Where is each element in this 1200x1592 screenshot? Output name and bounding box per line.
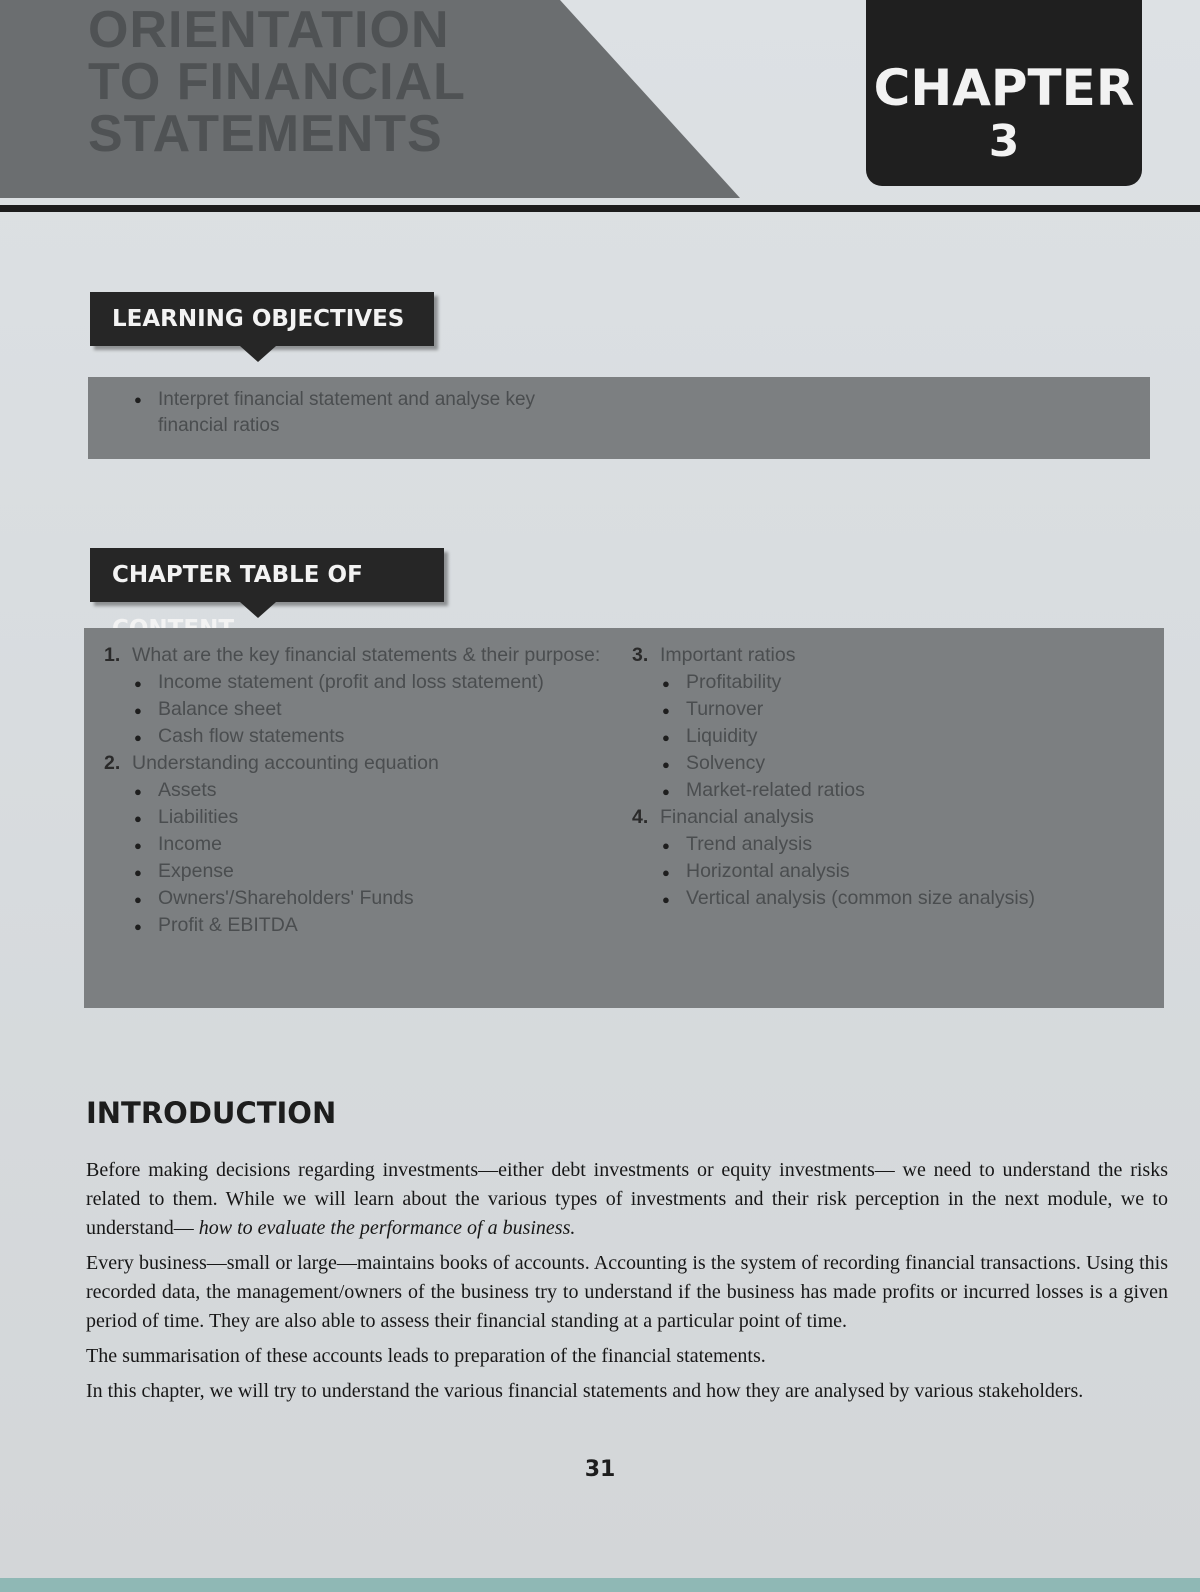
toc-item-text: Financial analysis (660, 806, 814, 828)
toc-subitem: ● Expense (104, 858, 624, 885)
page-number: 31 (584, 1457, 616, 1482)
toc-subitem: ● Liquidity (632, 723, 1152, 750)
chapter-number: 3 (988, 116, 1020, 167)
toc-subitem: ● Liabilities (104, 804, 624, 831)
objective-line: ● Interpret financial statement and analyse key (158, 389, 536, 410)
paragraph-text: Before making decisions regarding investments—either debt investments or equity investments— we need to understand the risks related to them. While we will learn about the various types of investments and their risk perception in the next module, we to understand— (86, 1159, 1168, 1239)
toc-column-right (632, 642, 1152, 912)
table-of-content-label: CHAPTER TABLE OF (90, 548, 444, 602)
toc-subitem: ● Horizontal analysis (632, 858, 1152, 885)
toc-item (632, 642, 1152, 669)
chapter-title-line: STATEMENTS (88, 105, 443, 163)
toc-item (104, 642, 624, 669)
chapter-title-line: ORIENTATION (88, 1, 450, 59)
toc-item-number: 1. (104, 644, 121, 666)
toc-item-number: 4. (632, 806, 649, 828)
toc-subitem: ● Market-related ratios (632, 777, 1152, 804)
toc-subitem: ● Income statement (profit and loss statement) (104, 669, 624, 696)
toc-subitem: ● Trend analysis (632, 831, 1152, 858)
toc-subitem: ● Turnover (632, 696, 1152, 723)
toc-subitem: ● Cash flow statements (104, 723, 624, 750)
toc-column-left (104, 642, 624, 939)
paragraph-emphasis: how to evaluate the performance of a business. (198, 1217, 576, 1239)
paragraph: In this chapter, we will try to understand the various financial statements and how they are analysed by various stakeholders. (86, 1380, 1084, 1402)
toc-subitem: ● Income (104, 831, 624, 858)
introduction-heading: INTRODUCTION (86, 1096, 337, 1130)
toc-subitem: ● Solvency (632, 750, 1152, 777)
bottom-edge (0, 1578, 1200, 1592)
paragraph (86, 1156, 1168, 1243)
learning-objectives-label: LEARNING OBJECTIVES (90, 292, 434, 346)
chapter-label: CHAPTER (873, 59, 1135, 117)
toc-item-number: 3. (632, 644, 649, 666)
toc-subitem: ● Vertical analysis (common size analysis) (632, 885, 1152, 912)
header-rule (0, 205, 1200, 212)
list-item (110, 387, 678, 439)
paragraph: Every business—small or large—maintains books of accounts. Accounting is the system of recording financial transactions. Using this recorded data, the management/owners of the business try to understand if the business has made profits or incurred losses is a given period of time. They are also able to assess their financial standing at a particular point of time. (86, 1252, 1168, 1332)
learning-objectives-panel (88, 377, 1150, 459)
toc-item (632, 804, 1152, 831)
chapter-title-line: TO FINANCIAL (88, 53, 466, 111)
toc-item-text: Important ratios (660, 644, 796, 666)
introduction-body (86, 1156, 1168, 1412)
toc-item-number: 2. (104, 752, 121, 774)
toc-subitem: ● Profit & EBITDA (104, 912, 624, 939)
objective-line: financial ratios (158, 415, 280, 436)
toc-subitem: ● Owners'/Shareholders' Funds (104, 885, 624, 912)
toc-item-text: What are the key financial statements & their purpose: (132, 644, 601, 666)
toc-subitem: ● Balance sheet (104, 696, 624, 723)
chapter-title (88, 1, 466, 163)
table-of-content-panel (84, 628, 1164, 1008)
chapter-badge (866, 0, 1142, 186)
paragraph: The summarisation of these accounts leads to preparation of the financial statements. (86, 1345, 766, 1367)
toc-item (104, 750, 624, 777)
toc-subitem: ● Assets (104, 777, 624, 804)
toc-subitem: ● Profitability (632, 669, 1152, 696)
toc-item-text: Understanding accounting equation (132, 752, 439, 774)
